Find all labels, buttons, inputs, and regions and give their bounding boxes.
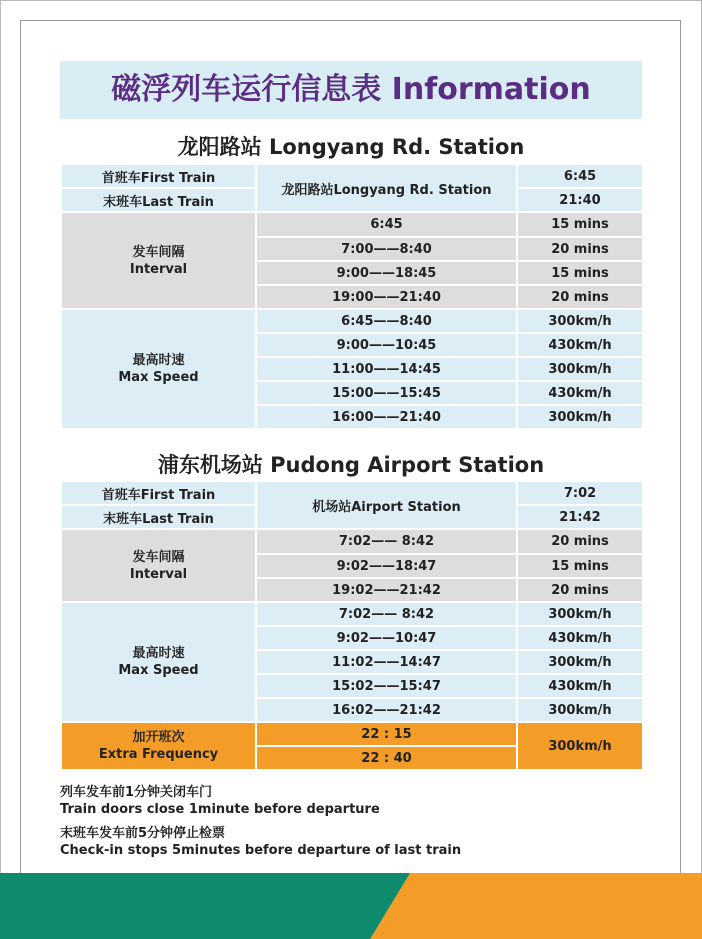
interval-time: 19:02——21:42 [256, 578, 517, 602]
last-train-label: 末班车Last Train [61, 188, 256, 212]
pudong-schedule-table [60, 480, 644, 771]
speed-value: 430km/h [517, 381, 643, 405]
extra-frequency-label-cn: 加开班次 [132, 730, 185, 745]
note-checkin-en: Check-in stops 5minutes before departure of last train [60, 843, 462, 858]
first-train-time: 7:02 [517, 481, 643, 505]
interval-time: 7:00——8:40 [256, 237, 517, 261]
note-doors-en: Train doors close 1minute before departure [60, 802, 380, 817]
interval-label-en: Interval [129, 566, 188, 582]
longyang-station-heading: 龙阳路站 Longyang Rd. Station [177, 135, 525, 159]
speed-time: 7:02—— 8:42 [256, 602, 517, 626]
speed-value: 430km/h [517, 626, 643, 650]
note-doors-cn: 列车发车前1分钟关闭车门 [60, 785, 213, 800]
interval-label-cn: 发车间隔 [132, 549, 185, 565]
speed-time: 9:00——10:45 [256, 333, 517, 357]
interval-time: 6:45 [256, 212, 517, 237]
speed-value: 430km/h [517, 674, 643, 698]
last-train-label: 末班车Last Train [61, 505, 256, 529]
page-title: 磁浮列车运行信息表 Information [60, 61, 642, 119]
interval-label [61, 212, 256, 309]
speed-time: 16:02——21:42 [256, 698, 517, 722]
interval-value: 20 mins [517, 285, 643, 309]
max-speed-label-cn: 最高时速 [132, 646, 185, 661]
pudong-station-heading: 浦东机场站 Pudong Airport Station [157, 453, 545, 477]
speed-time: 15:02——15:47 [256, 674, 517, 698]
speed-time: 16:00——21:40 [256, 405, 517, 429]
note-checkin-cn: 末班车发车前5分钟停止检票 [60, 826, 226, 841]
speed-value: 430km/h [517, 333, 643, 357]
last-train-time: 21:42 [517, 505, 643, 529]
speed-time: 15:00——15:45 [256, 381, 517, 405]
interval-value: 15 mins [517, 212, 643, 237]
speed-time: 9:02——10:47 [256, 626, 517, 650]
footer-green-band [0, 873, 410, 939]
interval-label-cn: 发车间隔 [132, 244, 185, 260]
extra-speed: 300km/h [517, 722, 643, 770]
interval-value: 20 mins [517, 237, 643, 261]
interval-label [61, 529, 256, 602]
extra-frequency-label [61, 722, 256, 770]
interval-value: 20 mins [517, 578, 643, 602]
max-speed-label-en: Max Speed [118, 663, 199, 678]
station-name: 龙阳路站Longyang Rd. Station [256, 164, 517, 212]
speed-value: 300km/h [517, 309, 643, 333]
interval-time: 19:00——21:40 [256, 285, 517, 309]
speed-time: 11:00——14:45 [256, 357, 517, 381]
interval-value: 15 mins [517, 554, 643, 578]
interval-label-en: Interval [129, 261, 188, 277]
interval-value: 20 mins [517, 529, 643, 554]
max-speed-label-cn: 最高时速 [132, 353, 185, 368]
interval-time: 7:02—— 8:42 [256, 529, 517, 554]
max-speed-label-en: Max Speed [118, 370, 199, 385]
interval-value: 15 mins [517, 261, 643, 285]
speed-time: 11:02——14:47 [256, 650, 517, 674]
extra-frequency-label-en: Extra Frequency [98, 747, 219, 762]
speed-value: 300km/h [517, 698, 643, 722]
extra-time: 22 : 15 [256, 722, 517, 746]
footer-stripe [0, 873, 702, 939]
extra-time: 22 : 40 [256, 746, 517, 770]
first-train-time: 6:45 [517, 164, 643, 188]
interval-time: 9:02——18:47 [256, 554, 517, 578]
station-name: 机场站Airport Station [256, 481, 517, 529]
interval-time: 9:00——18:45 [256, 261, 517, 285]
speed-value: 300km/h [517, 602, 643, 626]
first-train-label: 首班车First Train [61, 481, 256, 505]
notes [60, 784, 660, 859]
max-speed-label [61, 602, 256, 722]
first-train-label: 首班车First Train [61, 164, 256, 188]
speed-value: 300km/h [517, 405, 643, 429]
speed-value: 300km/h [517, 650, 643, 674]
last-train-time: 21:40 [517, 188, 643, 212]
longyang-schedule-table [60, 163, 644, 430]
speed-time: 6:45——8:40 [256, 309, 517, 333]
max-speed-label [61, 309, 256, 429]
speed-value: 300km/h [517, 357, 643, 381]
